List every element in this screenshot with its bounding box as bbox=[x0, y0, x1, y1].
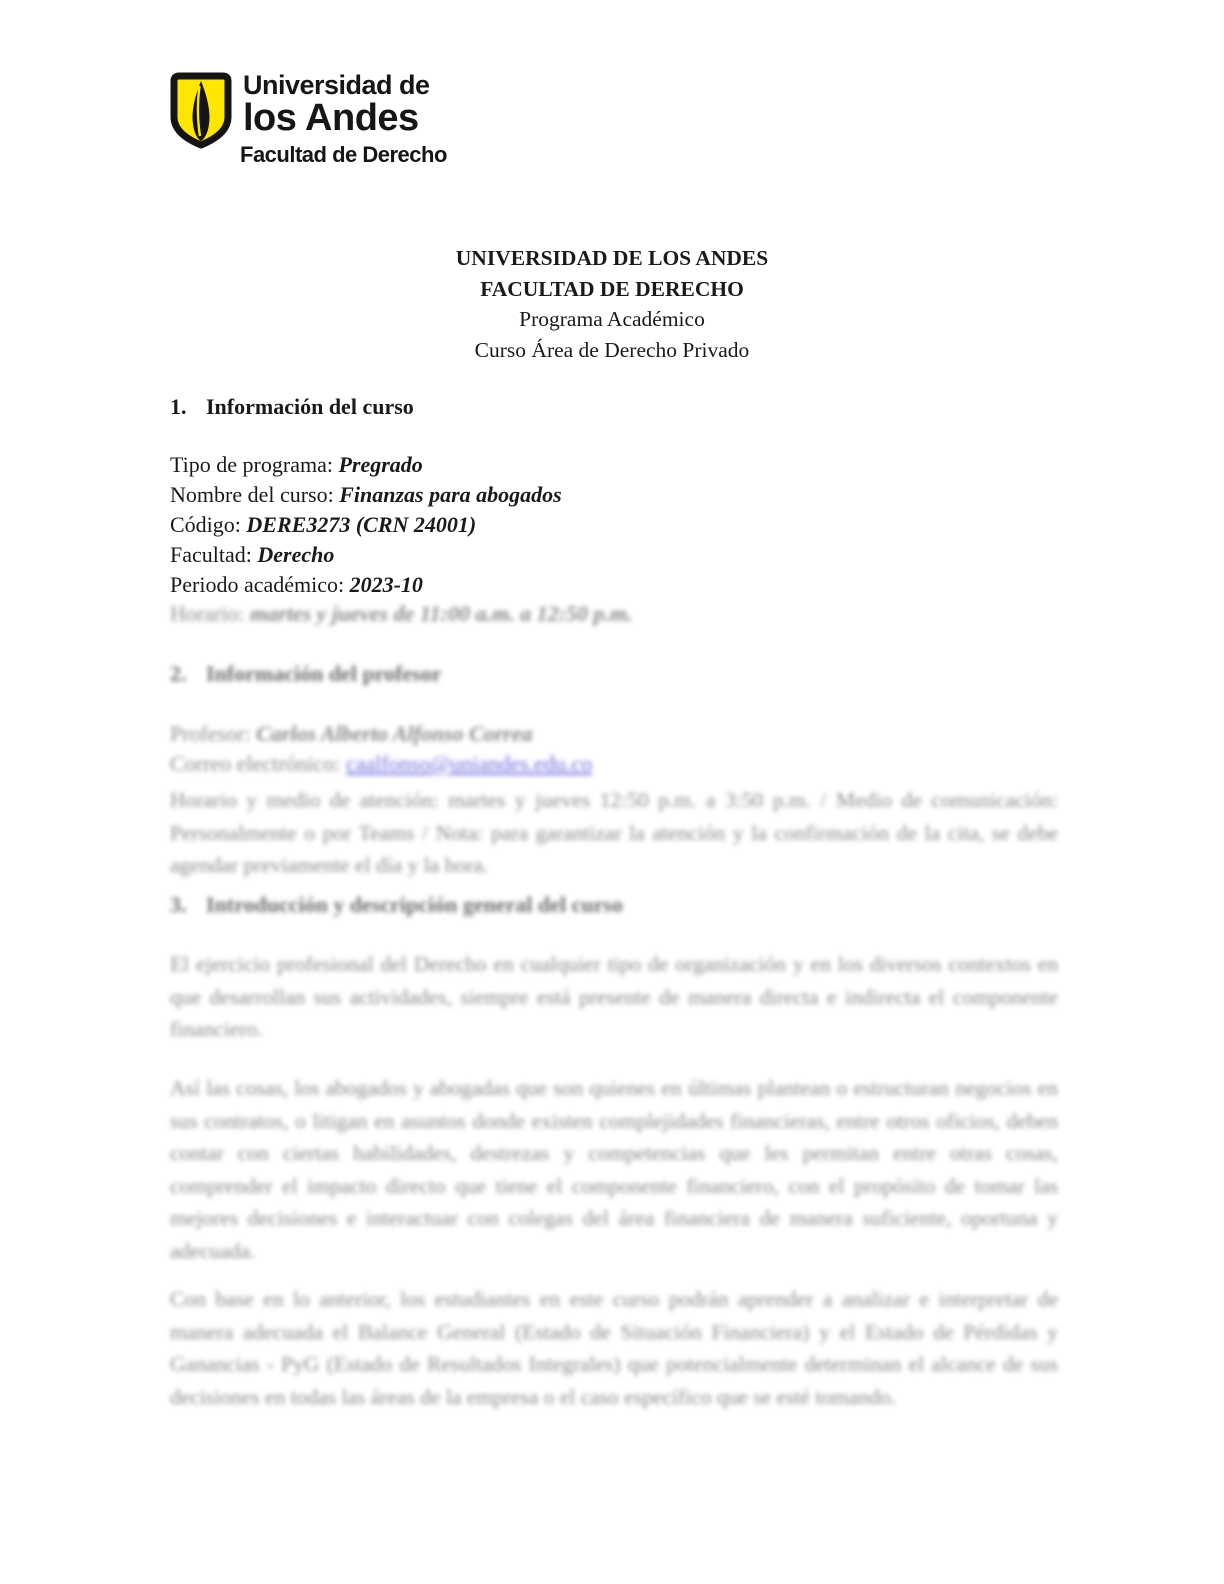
course-field-faculty bbox=[170, 542, 334, 568]
header-university-line: UNIVERSIDAD DE LOS ANDES bbox=[455, 246, 769, 270]
field-value: Finanzas para abogados bbox=[339, 482, 562, 507]
course-field-name bbox=[170, 482, 562, 508]
section-3-heading bbox=[170, 892, 623, 918]
field-value: DERE3273 (CRN 24001) bbox=[246, 512, 477, 537]
header-program-line: Programa Académico bbox=[519, 307, 705, 331]
intro-paragraph-1: El ejercicio profesional del Derecho en cualquier tipo de organización y en los diversos contextos en que desarrollan sus actividades, siempre está presente de manera directa e indirecta el componente financiero. bbox=[170, 952, 1058, 1041]
professor-name: Carlos Alberto Alfonso Correa bbox=[256, 721, 533, 746]
field-label: Horario: bbox=[170, 601, 251, 626]
section-1-number: 1. bbox=[170, 394, 187, 419]
field-value: Pregrado bbox=[338, 452, 423, 477]
header-course-area-line: Curso Área de Derecho Privado bbox=[474, 337, 750, 362]
field-label: Tipo de programa: bbox=[170, 452, 339, 477]
intro-paragraph-2: Así las cosas, los abogados y abogadas que son quienes en últimas plantean o estructuran negocios en sus contratos, o litigan en asuntos donde existen complejidades financieras, entre otros oficios, deben contar con ciertas habilidades, destrezas y competencias que les permitan entre otras cosas, comprender el impacto directo que tiene el componente financiero, con el propósito de tomar las mejores decisiones e interactuar con colegas del área financiera de manera suficiente, oportuna y adecuada. bbox=[170, 1076, 1058, 1263]
section-3-number: 3. bbox=[170, 892, 187, 917]
section-1-heading bbox=[170, 394, 414, 420]
university-logo bbox=[170, 68, 470, 168]
logo-faculty-name: Facultad de Derecho bbox=[240, 142, 447, 167]
section-2-title: Información del profesor bbox=[206, 661, 442, 686]
section-3-title: Introducción y descripción general del curso bbox=[206, 892, 623, 917]
field-label: Periodo académico: bbox=[170, 572, 350, 597]
field-value: martes y jueves de 11:00 a.m. a 12:50 p.m. bbox=[250, 601, 633, 626]
course-field-program bbox=[170, 452, 423, 478]
intro-paragraph-3: Con base en lo anterior, los estudiantes en este curso podrán aprender a analizar e interpretar de manera adecuada el Balance General (Estado de Situación Financiera) y el Estado de Pérdidas y Ganancias - PyG (Estado de Resultados Integrales) que potencialmente determinan el alcance de sus decisiones en todas las áreas de la empresa o el caso específico que se esté tomando. bbox=[170, 1287, 1058, 1409]
field-label: Facultad: bbox=[170, 542, 258, 567]
field-label: Nombre del curso: bbox=[170, 482, 340, 507]
section-2-number: 2. bbox=[170, 661, 187, 686]
professor-label: Profesor: bbox=[170, 721, 257, 746]
email-link[interactable]: caalfonso@uniandes.edu.co bbox=[345, 751, 593, 776]
document-header bbox=[0, 243, 1224, 365]
email-line bbox=[170, 751, 592, 777]
header-faculty-line: FACULTAD DE DERECHO bbox=[480, 276, 744, 301]
professor-line bbox=[170, 721, 533, 747]
course-field-code bbox=[170, 512, 476, 538]
course-field-period bbox=[170, 572, 423, 598]
logo-university-name-top: Universidad de bbox=[243, 70, 430, 100]
logo-shield-icon bbox=[170, 72, 232, 150]
attention-paragraph: Horario y medio de atención: martes y jueves 12:50 p.m. a 3:50 p.m. / Medio de comunicación: Personalmente o por Teams / Nota: para garantizar la atención y la confirmación de la cita, se debe agendar previamente el día y la hora. bbox=[170, 788, 1058, 877]
email-label: Correo electrónico: bbox=[170, 751, 346, 776]
section-2-heading bbox=[170, 661, 441, 687]
logo-university-name-bottom: los Andes bbox=[243, 97, 419, 139]
course-field-schedule-blurred bbox=[170, 601, 633, 627]
field-value: Derecho bbox=[257, 542, 335, 567]
field-value: 2023-10 bbox=[349, 572, 423, 597]
field-label: Código: bbox=[170, 512, 247, 537]
section-1-title: Información del curso bbox=[206, 394, 414, 419]
